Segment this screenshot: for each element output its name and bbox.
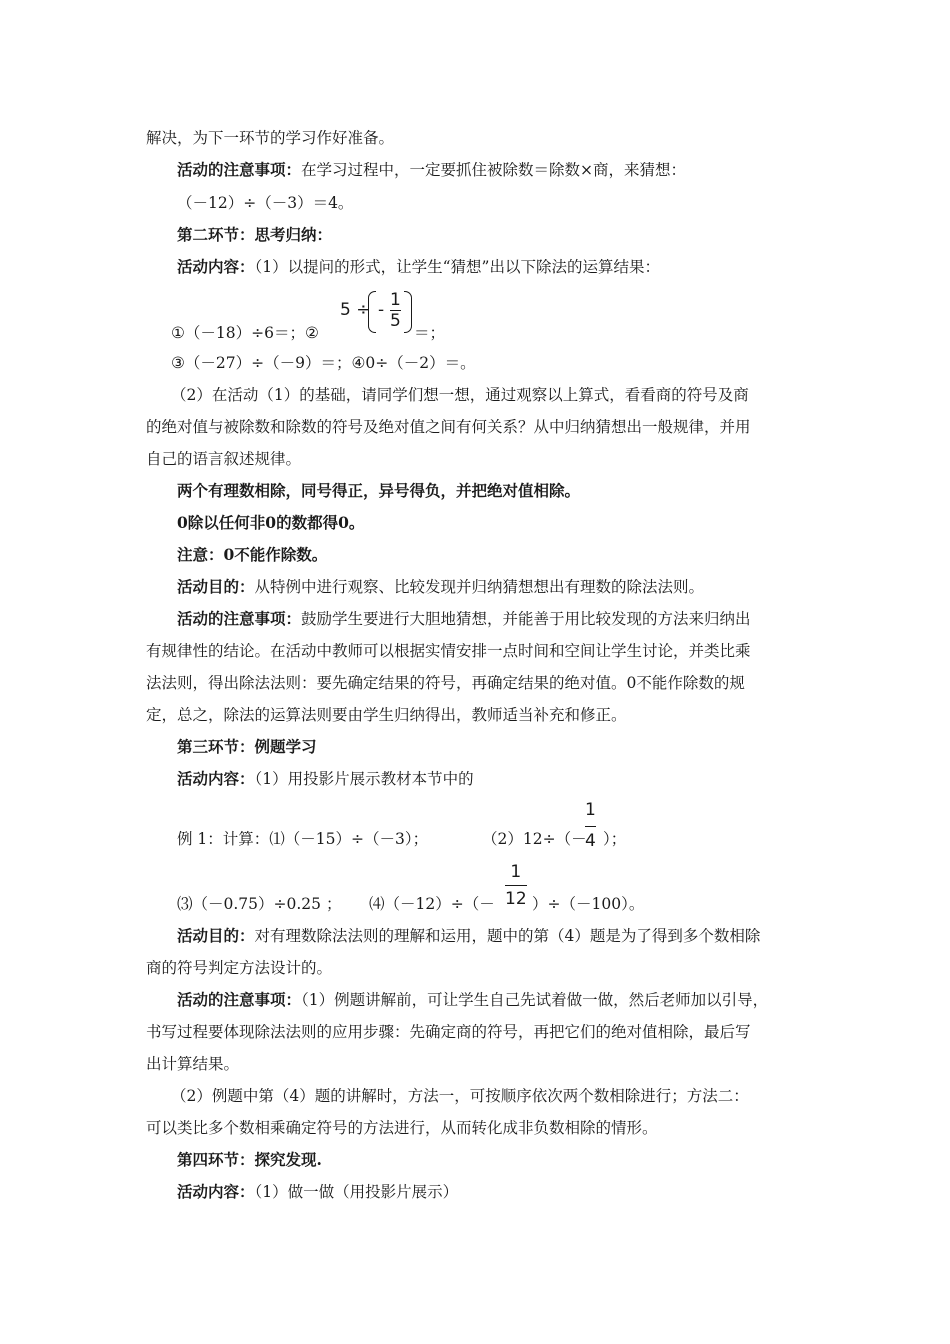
text-line [177,769,474,789]
text-line [177,577,704,597]
text: （1）做一做（用投影片展示） [254,1183,459,1201]
text-line [171,1086,749,1106]
bracket-right [404,291,412,333]
label: 活动内容： [177,257,255,276]
example-part [369,894,495,914]
text: 法法则，得出除法法则：要先确定结果的符号，再确定结果的绝对值。0不能作除数的规 [146,674,745,692]
minus-text: - [378,300,385,320]
text: （1）用投影片展示教材本节中的 [254,770,474,788]
numerator: 1 [390,290,401,310]
equation-text: 5 ÷ [340,300,371,320]
equation: ①（－18）÷6＝；② [171,324,319,342]
section-heading [177,737,317,757]
text-line [177,990,768,1010]
label: 活动的注意事项： [177,609,302,628]
example-part [532,894,644,914]
equation-line [171,323,319,343]
denominator: 5 [390,311,401,331]
text: 自己的语言叙述规律。 [146,450,302,468]
example-part [482,829,587,849]
label: 活动内容： [177,1182,255,1201]
fraction-bar [585,826,596,827]
text: 的绝对值与被除数和除数的符号及绝对值之间有何关系？从中归纳猜想出一般规律，并用 [146,418,751,436]
example-text: ⑷（－12）÷（－ [369,895,495,913]
text-line [146,1054,239,1074]
text-line [146,705,627,725]
text: 解决，为下一环节的学习作好准备。 [146,129,395,147]
fraction-one-fifth [390,290,401,331]
minus-sign [378,300,384,320]
text: 出计算结果。 [146,1055,240,1073]
section-heading [177,1150,322,1170]
example-line [177,894,341,914]
rule-text: 注意：0不能作除数。 [177,545,328,564]
text-line [146,673,745,693]
text: 书写过程要体现除法法则的应用步骤：先确定商的符号，再把它们的绝对值相除，最后写 [146,1023,751,1041]
text: （2）在活动（1）的基础，请同学们想一想，通过观察以上算式，看看商的符号及商 [171,386,749,404]
equation-5-div [340,300,370,320]
example-line [177,829,428,849]
text-line [171,385,749,405]
fraction-one-quarter [585,800,596,851]
heading-text: 第三环节：例题学习 [177,737,317,756]
equation: ③（－27）÷（－9）＝；④0÷（－2）＝。 [171,354,476,372]
text: 鼓励学生要进行大胆地猜想，并能善于用比较发现的方法来归纳出 [301,610,751,628]
fraction-one-twelfth [505,862,527,909]
rule-line [177,545,327,565]
label: 活动目的： [177,926,255,945]
label: 活动的注意事项： [177,990,302,1009]
rule-line [177,513,364,533]
heading-text: 第二环节：思考归纳： [177,225,333,244]
heading-text: 第四环节：探究发现. [177,1150,322,1169]
equation-line [171,353,476,373]
text: （1）以提问的形式，让学生“猜想”出以下除法的运算结果： [254,258,660,276]
text-line [146,449,301,469]
example-text: （2）12÷（－ [482,830,587,848]
text-line [177,1182,458,1202]
text-line [146,958,332,978]
numerator: 1 [585,800,596,820]
text-line [177,257,660,277]
numerator: 1 [510,862,522,882]
equation: （－12）÷（－3）＝4。 [177,194,354,212]
text-line [177,160,686,180]
text: 商的符号判定方法设计的。 [146,959,333,977]
example-part [603,829,626,849]
text: 可以类比多个数相乘确定符号的方法进行，从而转化成非负数相除的情形。 [146,1119,658,1137]
rule-line [177,481,580,501]
equation: ＝； [414,324,446,342]
label: 活动目的： [177,577,255,596]
bracket-left [368,291,376,333]
text-line [146,417,751,437]
text: （1）例题讲解前，可让学生自己先试着做一做，然后老师加以引导， [301,991,769,1009]
rule-text: 两个有理数相除，同号得正，异号得负，并把绝对值相除。 [177,481,581,500]
section-heading [177,225,332,245]
label: 活动内容： [177,769,255,788]
text: 在学习过程中，一定要抓住被除数＝除数×商，来猜想： [301,161,687,179]
example-text: ）； [603,830,627,848]
example-text: 例 1：计算：⑴（－15）÷（－3）； [177,830,429,848]
text: 从特例中进行观察、比较发现并归纳猜想想出有理数的除法法则。 [254,578,705,596]
text-line [146,641,751,661]
fraction-bar [505,885,527,886]
denominator: 12 [505,889,527,909]
text-line [177,926,760,946]
text: 有规律性的结论。在活动中教师可以根据实情安排一点时间和空间让学生讨论，并类比乘 [146,642,751,660]
text-line [146,1022,751,1042]
label: 活动的注意事项： [177,160,302,179]
text-line [177,609,751,629]
denominator: 4 [585,831,596,851]
text-line [146,128,394,148]
example-text: ⑶（－0.75）÷0.25 ； [177,895,342,913]
example-text: ）÷（－100）。 [532,895,645,913]
text: 对有理数除法法则的理解和运用，题中的第（4）题是为了得到多个数相除 [254,927,761,945]
text: 定，总之，除法的运算法则要由学生归纳得出，教师适当补充和修正。 [146,706,627,724]
equation-tail [414,323,445,343]
rule-text: 0除以任何非0的数都得0。 [177,513,365,532]
equation-line [177,193,353,213]
text: （2）例题中第（4）题的讲解时，方法一，可按顺序依次两个数相除进行；方法二： [171,1087,749,1105]
text-line [146,1118,658,1138]
